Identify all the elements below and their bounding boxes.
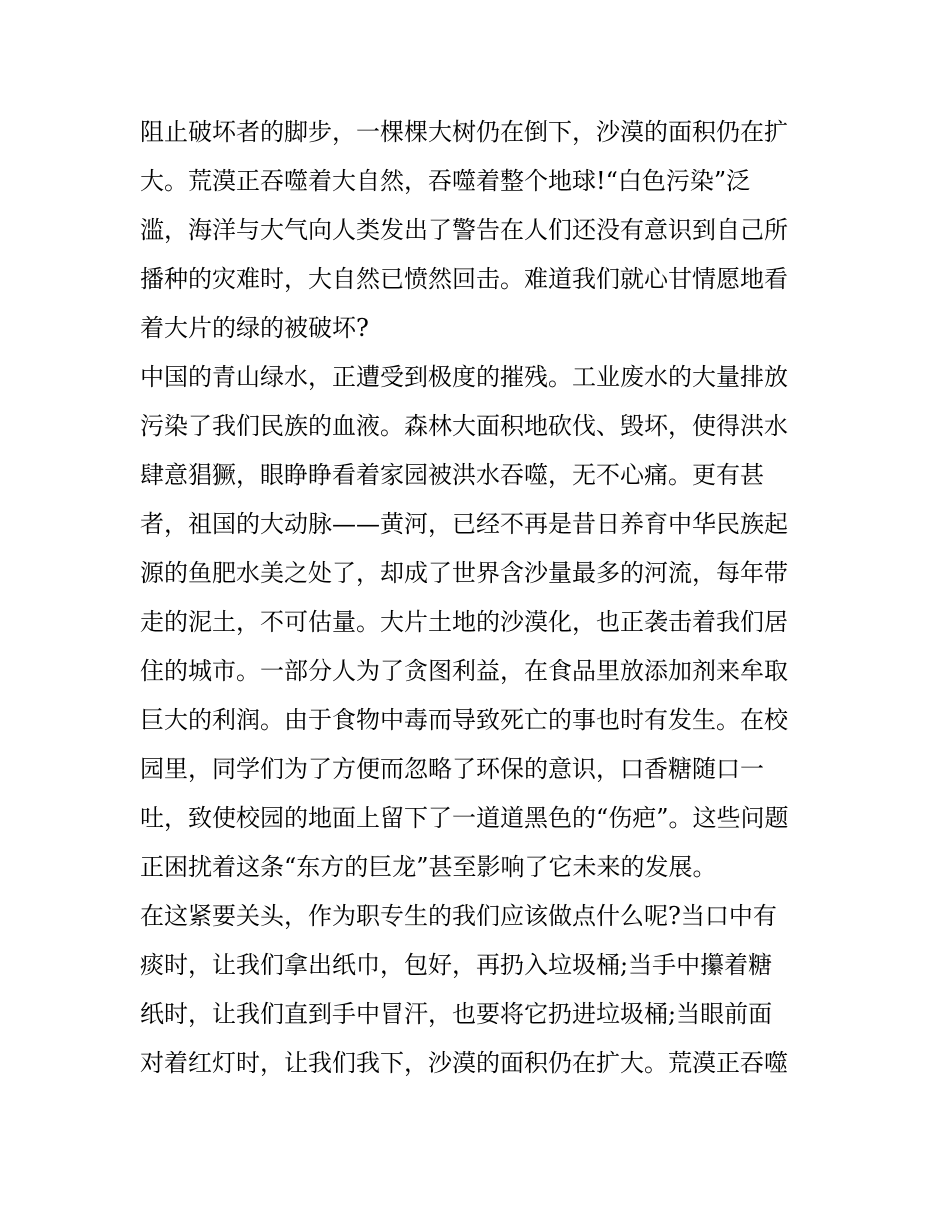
text-line: 播种的灾难时，大自然已愤然回击。难道我们就心甘情愿地看 — [140, 265, 788, 293]
text-line: 吐，致使校园的地面上留下了一道道黑色的“伤疤”。这些问题 — [140, 804, 789, 832]
body-text — [140, 108, 820, 1088]
text-line: 痰时，让我们拿出纸巾，包好，再扔入垃圾桶;当手中攥着糖 — [140, 951, 773, 979]
text-line: 大。荒漠正吞噬着大自然，吞噬着整个地球!“白色污染”泛 — [140, 167, 751, 195]
text-line: 正困扰着这条“东方的巨龙”甚至影响了它未来的发展。 — [140, 853, 717, 881]
text-line: 阻止破坏者的脚步，一棵棵大树仍在倒下，沙漠的面积仍在扩 — [140, 118, 788, 146]
text-line: 巨大的利润。由于食物中毒而导致死亡的事也时有发生。在校 — [140, 706, 788, 734]
text-line: 滥，海洋与大气向人类发出了警告在人们还没有意识到自己所 — [140, 216, 788, 244]
text-line: 在这紧要关头，作为职专生的我们应该做点什么呢?当口中有 — [140, 902, 777, 930]
text-line: 中国的青山绿水，正遭受到极度的摧残。工业废水的大量排放 — [140, 363, 788, 391]
text-line: 纸时，让我们直到手中冒汗，也要将它扔进垃圾桶;当眼前面 — [140, 1000, 773, 1028]
text-line: 肆意猖獗，眼睁睁看着家园被洪水吞噬，无不心痛。更有甚 — [140, 461, 764, 489]
text-line: 园里，同学们为了方便而忽略了环保的意识，口香糖随口一 — [140, 755, 764, 783]
text-line: 对着红灯时，让我们我下，沙漠的面积仍在扩大。荒漠正吞噬 — [140, 1049, 788, 1077]
text-line: 源的鱼肥水美之处了，却成了世界含沙量最多的河流，每年带 — [140, 559, 788, 587]
text-line: 着大片的绿的被破坏? — [140, 314, 369, 342]
text-line: 污染了我们民族的血液。森林大面积地砍伐、毁坏，使得洪水 — [140, 412, 788, 440]
text-line: 者，祖国的大动脉——黄河，已经不再是昔日养育中华民族起 — [140, 510, 788, 538]
text-line: 住的城市。一部分人为了贪图利益，在食品里放添加剂来牟取 — [140, 657, 788, 685]
text-line: 走的泥土，不可估量。大片土地的沙漠化，也正袭击着我们居 — [140, 608, 788, 636]
